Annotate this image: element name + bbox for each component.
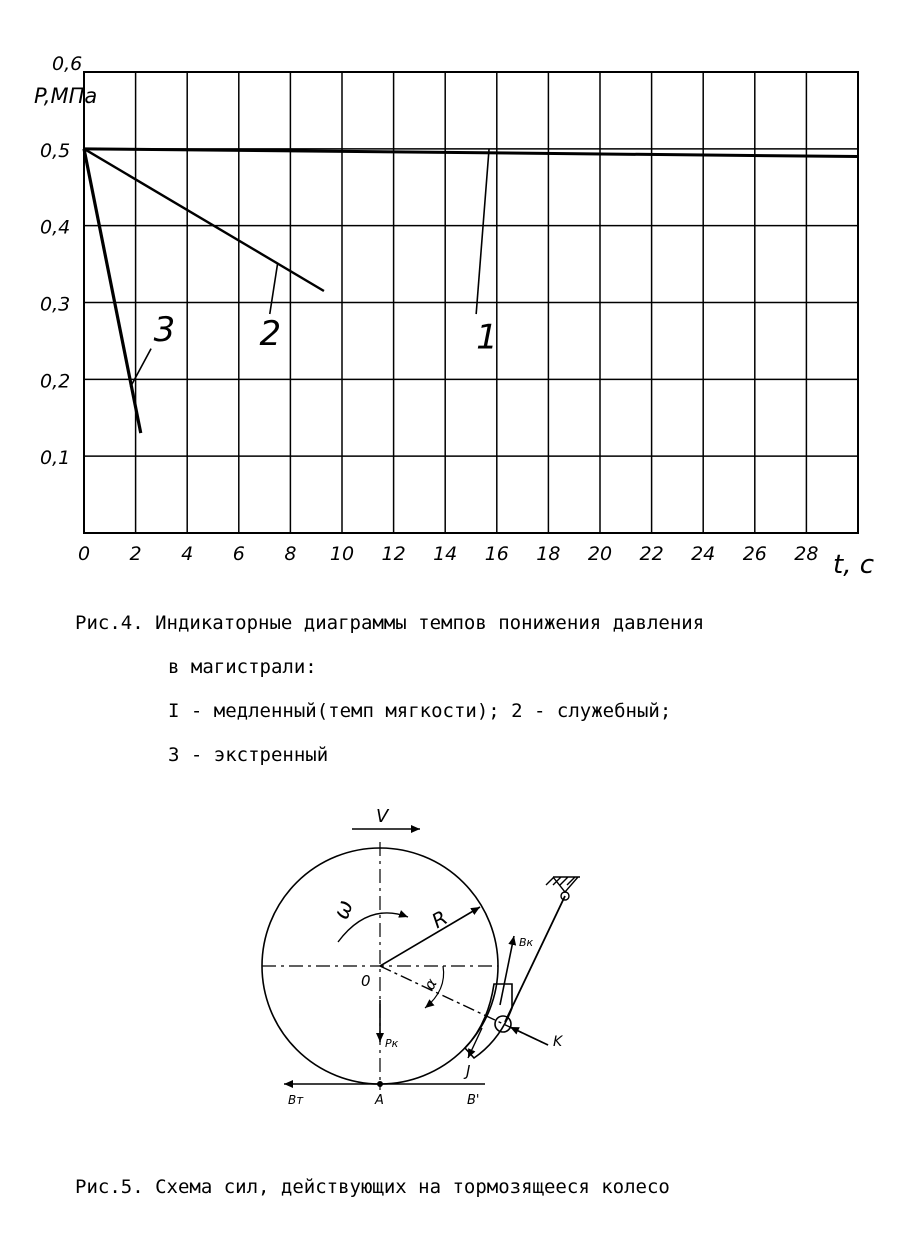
x-tick-label: 12	[381, 543, 406, 565]
y-tick-label: 0,2	[40, 370, 71, 393]
x-tick-label: 16	[484, 543, 509, 565]
contact-point-a	[378, 1082, 383, 1087]
x-tick-label: 10	[329, 543, 355, 565]
series-label-2: 2	[259, 313, 282, 354]
series-label-3: 3	[153, 309, 176, 350]
y-tick-label: 0,1	[40, 447, 71, 470]
y-axis-label: P,МПа	[34, 84, 98, 108]
label-o: 0	[361, 972, 371, 990]
label-r: R	[427, 905, 452, 934]
label-pk: Pк	[385, 1037, 399, 1050]
x-tick-label: 4	[181, 543, 194, 565]
label-bprime: B'	[467, 1093, 480, 1108]
x-tick-label: 28	[794, 543, 819, 565]
shoe-pin	[495, 1016, 511, 1032]
fig5-caption: Рис.5. Схема сил, действующих на тормозящееся колесо	[75, 1176, 670, 1198]
label-bk: Bк	[519, 936, 534, 949]
label-a: A	[375, 1093, 384, 1108]
label-v: V	[376, 806, 389, 827]
label-omega: ω	[329, 896, 359, 923]
brake-lever	[505, 896, 565, 1022]
label-alpha: α	[420, 975, 441, 993]
x-tick-label: 26	[742, 543, 767, 565]
x-tick-label: 22	[639, 543, 664, 565]
label-j: J	[466, 1062, 471, 1080]
x-tick-label: 0	[77, 543, 91, 565]
label-bt: Bт	[288, 1093, 304, 1107]
fig4-caption-line3: I - медленный(темп мягкости); 2 - служебный;	[168, 700, 672, 722]
fig4-caption-line4: 3 - экстренный	[168, 744, 329, 766]
y-tick-label: 0,4	[40, 216, 71, 239]
fig4-caption-line2: в магистрали:	[168, 656, 317, 678]
fixed-support	[546, 877, 580, 892]
x-tick-label: 6	[232, 543, 245, 565]
x-tick-label: 20	[587, 543, 613, 565]
x-axis-label: t, с	[833, 550, 875, 580]
y-tick-label: 0,6	[52, 53, 83, 75]
x-tick-label: 18	[536, 543, 561, 565]
force-k-arrow	[510, 1027, 548, 1045]
label-k: K	[553, 1034, 563, 1050]
x-tick-label: 2	[129, 543, 142, 565]
fig4-caption-line1: Рис.4. Индикаторные диаграммы темпов понижения давления	[75, 612, 705, 634]
x-tick-label: 24	[691, 543, 716, 565]
x-tick-label: 14	[433, 543, 458, 565]
y-tick-label: 0,3	[40, 293, 71, 316]
y-tick-label: 0,5	[40, 139, 71, 162]
x-tick-label: 8	[284, 543, 297, 565]
series-label-1: 1	[476, 317, 498, 358]
